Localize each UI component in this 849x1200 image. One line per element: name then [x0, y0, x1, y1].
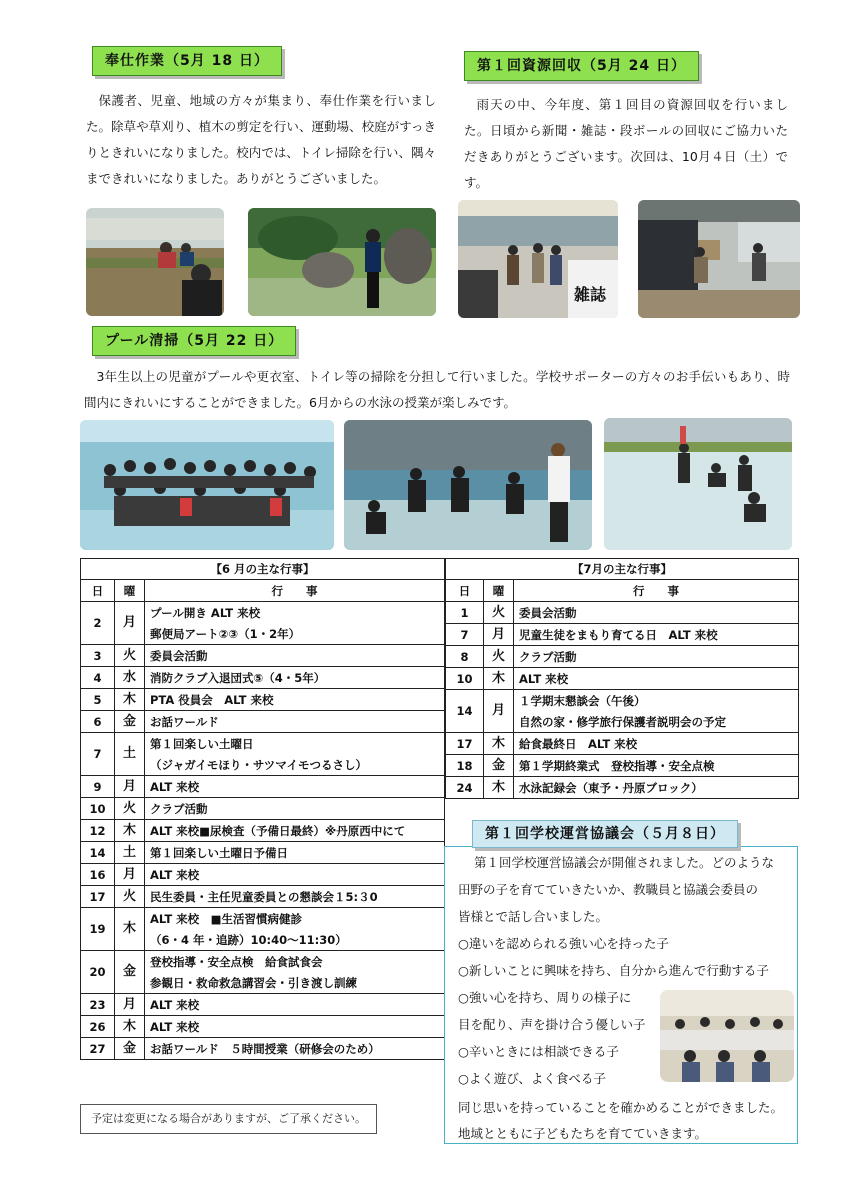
event-day: 6	[81, 711, 115, 733]
council-item: ○新しいことに興味を持ち、自分から進んで行動する子	[458, 963, 769, 978]
event-text: 民生委員・主任児童委員との懇談会１5:３0	[145, 886, 445, 908]
event-day: 17	[81, 886, 115, 908]
event-weekday: 木	[115, 908, 145, 951]
event-weekday: 金	[115, 951, 145, 994]
table-row	[446, 624, 799, 646]
event-weekday: 金	[115, 711, 145, 733]
hoshi-title: 奉仕作業（5月 18 日）	[92, 46, 282, 76]
table-row	[81, 711, 445, 733]
event-day: 4	[81, 667, 115, 689]
event-day: 26	[81, 1016, 115, 1038]
event-day: 8	[446, 646, 484, 668]
photo-collection-1	[458, 200, 618, 318]
photo-garden	[248, 208, 436, 316]
table-row	[81, 1016, 445, 1038]
june-col-day: 日	[81, 580, 115, 602]
event-text: ALT 来校	[145, 776, 445, 798]
event-weekday: 月	[115, 994, 145, 1016]
event-weekday: 木	[115, 689, 145, 711]
event-text: １学期末懇談会（午後）	[514, 690, 799, 712]
event-text: 第１学期終業式 登校指導・安全点検	[514, 755, 799, 777]
event-text: 郵便局アート②③（1・2年）	[145, 623, 445, 645]
event-text: ALT 来校■尿検査（予備日最終）※丹原西中にて	[145, 820, 445, 842]
pool-title: プール清掃（5月 22 日）	[92, 326, 296, 356]
table-row	[446, 777, 799, 799]
event-day: 20	[81, 951, 115, 994]
event-day: 19	[81, 908, 115, 951]
event-text: クラブ活動	[514, 646, 799, 668]
magazine-sign-text: 雑誌	[574, 285, 607, 304]
event-day: 3	[81, 645, 115, 667]
hoshi-text: 保護者、児童、地域の方々が集まり、奉仕作業を行いました。除草や草刈り、植木の剪定を行い、運動場、校庭がすっきりときれいになりました。校内では、トイレ掃除を行い、隅々まできれいになりました。ありがとうございました。	[86, 93, 436, 186]
table-row	[81, 820, 445, 842]
event-text: 自然の家・修学旅行保護者説明会の予定	[514, 711, 799, 733]
event-day: 7	[446, 624, 484, 646]
june-col-event: 行 事	[145, 580, 445, 602]
council-item: ○辛いときには相談できる子	[458, 1044, 619, 1059]
event-day: 12	[81, 820, 115, 842]
schedule-note: 予定は変更になる場合がありますが、ご了承ください。	[80, 1104, 377, 1134]
july-col-weekday: 曜	[484, 580, 514, 602]
event-text: お話ワールド ５時間授業（研修会のため）	[145, 1038, 445, 1060]
event-weekday: 木	[115, 820, 145, 842]
july-title: 【7月の主な行事】	[446, 559, 799, 580]
event-text: ALT 来校	[145, 994, 445, 1016]
table-row	[81, 864, 445, 886]
table-row	[446, 646, 799, 668]
event-weekday: 金	[115, 1038, 145, 1060]
photo-weeding	[86, 208, 224, 316]
event-day: 17	[446, 733, 484, 755]
event-weekday: 月	[484, 624, 514, 646]
event-text: 委員会活動	[514, 602, 799, 624]
event-day: 24	[446, 777, 484, 799]
july-col-day: 日	[446, 580, 484, 602]
event-weekday: 土	[115, 842, 145, 864]
table-row	[81, 798, 445, 820]
event-weekday: 月	[115, 602, 145, 645]
table-row	[81, 689, 445, 711]
event-day: 18	[446, 755, 484, 777]
event-text: 給食最終日 ALT 来校	[514, 733, 799, 755]
event-text: 児童生徒をまもり育てる日 ALT 来校	[514, 624, 799, 646]
shigen-text: 雨天の中、今年度、第１回目の資源回収を行いました。日頃から新聞・雑誌・段ボールの回収にご協力いただきありがとうございます。次回は、10月４日（土）です。	[464, 97, 788, 190]
event-weekday: 月	[115, 864, 145, 886]
event-day: 14	[81, 842, 115, 864]
photo-collection-2	[638, 200, 800, 318]
event-day: 7	[81, 733, 115, 776]
table-row	[81, 951, 445, 973]
council-intro-line: 田野の子を育てていきたいか、教職員と協議会委員の	[458, 882, 759, 897]
event-day: 10	[446, 668, 484, 690]
council-outro-line: 同じ思いを持っていることを確かめることができました。	[458, 1100, 784, 1115]
event-day: 2	[81, 602, 115, 645]
table-row	[81, 886, 445, 908]
table-row	[81, 602, 445, 624]
event-weekday: 火	[484, 646, 514, 668]
event-text: PTA 役員会 ALT 来校	[145, 689, 445, 711]
event-weekday: 木	[484, 668, 514, 690]
table-row	[81, 842, 445, 864]
event-day: 10	[81, 798, 115, 820]
photo-pool-cleaning-2	[604, 418, 792, 550]
event-weekday: 月	[484, 690, 514, 733]
council-intro-line: 皆様とで話し合いました。	[458, 909, 609, 924]
june-col-weekday: 曜	[115, 580, 145, 602]
event-text: 第１回楽しい土曜日予備日	[145, 842, 445, 864]
event-text: ALT 来校	[145, 864, 445, 886]
event-day: 27	[81, 1038, 115, 1060]
event-day: 5	[81, 689, 115, 711]
council-intro-line: 第１回学校運営協議会が開催されました。どのような	[474, 855, 775, 870]
event-day: 14	[446, 690, 484, 733]
council-item: ○違いを認められる強い心を持った子	[458, 936, 669, 951]
event-text: ALT 来校	[514, 668, 799, 690]
shigen-title: 第１回資源回収（5月 24 日）	[464, 51, 699, 81]
event-weekday: 金	[484, 755, 514, 777]
table-row	[81, 645, 445, 667]
july-col-event: 行 事	[514, 580, 799, 602]
event-text: （ジャガイモほり・サツマイモつるさし）	[145, 754, 445, 776]
event-weekday: 月	[115, 776, 145, 798]
event-text: （6・4 年・追跡）10:40～11:30）	[145, 929, 445, 951]
event-text: 登校指導・安全点検 給食試食会	[145, 951, 445, 973]
photo-council-meeting	[660, 990, 794, 1082]
event-day: 23	[81, 994, 115, 1016]
pool-text: 3年生以上の児童がプールや更衣室、トイレ等の掃除を分担して行いました。学校サポーターの方々のお手伝いもあり、時間内にきれいにすることができました。6月からの水泳の授業が楽しみです。	[84, 369, 790, 410]
event-day: 1	[446, 602, 484, 624]
table-row	[446, 602, 799, 624]
table-row	[81, 667, 445, 689]
table-row	[81, 733, 445, 755]
event-weekday: 火	[115, 798, 145, 820]
event-text: クラブ活動	[145, 798, 445, 820]
council-outro-line: 地域とともに子どもたちを育てていきます。	[458, 1126, 708, 1141]
table-row	[81, 994, 445, 1016]
council-item: ○強い心を持ち、周りの様子に	[458, 990, 632, 1005]
event-text: プール開き ALT 来校	[145, 602, 445, 624]
event-weekday: 木	[484, 777, 514, 799]
event-weekday: 火	[115, 645, 145, 667]
event-text: ALT 来校 ■生活習慣病健診	[145, 908, 445, 930]
table-row	[81, 908, 445, 930]
july-schedule-table	[445, 558, 799, 799]
event-text: お話ワールド	[145, 711, 445, 733]
event-text: ALT 来校	[145, 1016, 445, 1038]
event-text: 水泳記録会（東予・丹原ブロック）	[514, 777, 799, 799]
table-row	[446, 733, 799, 755]
event-text: 参観日・救命救急講習会・引き渡し訓練	[145, 972, 445, 994]
event-weekday: 木	[484, 733, 514, 755]
event-weekday: 水	[115, 667, 145, 689]
photo-pool-cleaning-1	[344, 420, 592, 550]
event-weekday: 火	[484, 602, 514, 624]
table-row	[446, 755, 799, 777]
event-text: 第１回楽しい土曜日	[145, 733, 445, 755]
table-row	[446, 668, 799, 690]
council-title: 第１回学校運営協議会（５月８日）	[472, 820, 738, 848]
june-schedule-table	[80, 558, 445, 1060]
event-weekday: 火	[115, 886, 145, 908]
event-text: 消防クラブ入退団式⑤（4・5年）	[145, 667, 445, 689]
council-item: 目を配り、声を掛け合う優しい子	[458, 1017, 646, 1032]
table-row	[81, 1038, 445, 1060]
photo-pool-group	[80, 420, 334, 550]
table-row	[446, 690, 799, 712]
event-day: 9	[81, 776, 115, 798]
council-item: ○よく遊び、よく食べる子	[458, 1071, 606, 1086]
event-day: 16	[81, 864, 115, 886]
june-title: 【6 月の主な行事】	[81, 559, 445, 580]
event-text: 委員会活動	[145, 645, 445, 667]
event-weekday: 木	[115, 1016, 145, 1038]
table-row	[81, 776, 445, 798]
event-weekday: 土	[115, 733, 145, 776]
